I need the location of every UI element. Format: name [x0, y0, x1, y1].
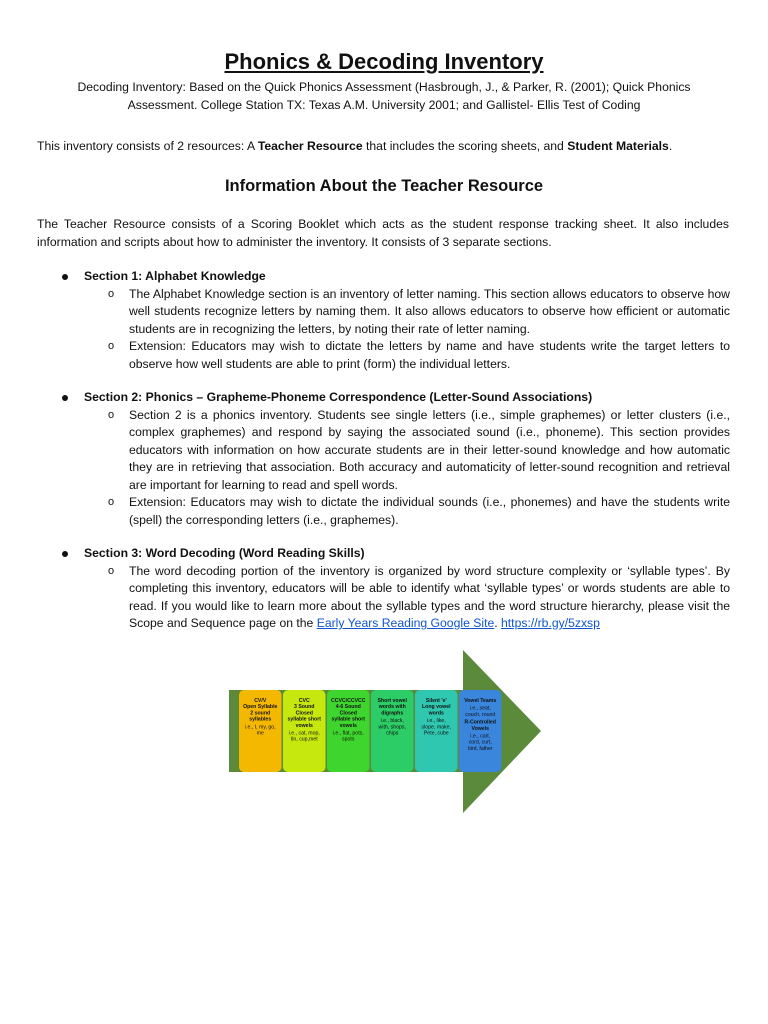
section-2	[62, 389, 730, 529]
diagram-box-6-example-2: bird, father	[467, 745, 493, 752]
intro-text: This inventory consists of 2 resources: A	[37, 139, 258, 153]
bullet-icon	[62, 274, 68, 280]
diagram-box-6-label-2: R-Controlled	[464, 719, 496, 726]
intro-period: .	[668, 139, 673, 153]
diagram-box-5-example: slope, make,	[421, 724, 451, 731]
diagram-box-3-label: syllable short	[331, 716, 365, 723]
diagram-box-2-label: syllable short	[287, 716, 321, 723]
section-1	[62, 268, 730, 373]
diagram-box-1-label: syllables	[249, 716, 272, 723]
section-2-item-2: o Extension: Educators may wish to dictate the individual sounds (i.e., phonemes) and have the students write (spell) the corresponding letters (i.e., graphemes).	[108, 495, 730, 527]
diagram-box-5-label: Long vowel	[421, 704, 451, 711]
teacher-resource-paragraph: The Teacher Resource consists of a Scoring Booklet which acts as the student response tracking sheet. It also includes information and scripts about how to administer the inventory. It consists of 3 separate sections.	[37, 217, 729, 249]
diagram-box-6-label-2: Vowels	[471, 725, 489, 732]
circle-bullet-icon: o	[108, 340, 115, 352]
bullet-icon	[62, 395, 68, 401]
diagram-box-3-label: CCVC/CCVCC	[330, 698, 366, 704]
google-site-link[interactable]: Early Years Reading Google Site	[316, 616, 495, 630]
section-1-item-1: o The Alphabet Knowledge section is an inventory of letter naming. This section allows educators to observe how well students recognize letters by naming them. It also allows educators to observe how efficient or automatic students are in recognizing the letters, by noting their rate of letter naming.	[108, 286, 730, 336]
circle-bullet-icon: o	[108, 564, 115, 577]
diagram-box-3-label: vowels	[339, 722, 357, 729]
section-3-title: Section 3: Word Decoding (Word Reading Skills)	[62, 545, 730, 563]
diagram-box-4-example: chips	[386, 730, 399, 737]
diagram-box-6-example-2: i.e., cart,	[470, 733, 491, 740]
diagram-box-6-label: Vowel Teams	[464, 698, 497, 704]
syllable-types-diagram	[229, 650, 541, 813]
intro-paragraph	[37, 138, 729, 156]
diagram-box-2-label: vowels	[295, 722, 313, 729]
section-3	[62, 545, 730, 633]
section-2-title: Section 2: Phonics – Grapheme-Phoneme Correspondence (Letter-Sound Associations)	[62, 389, 730, 407]
diagram-box-1-example: i.e., I, my, go,	[244, 724, 276, 731]
diagram-box-1-example: me	[256, 730, 264, 737]
diagram-box-2-example: i.e., cat, mop,	[288, 730, 320, 737]
diagram-box-5-label: Silent 'e'	[425, 698, 447, 704]
diagram-box-5-label: words	[428, 710, 444, 717]
circle-bullet-icon: o	[108, 287, 115, 300]
diagram-box-3-example: i.e., flat, pots,	[332, 730, 364, 737]
intro-text-2: that includes the scoring sheets, and	[362, 139, 568, 153]
section-2-item-1: o Section 2 is a phonics inventory. Students see single letters (i.e., simple graphemes) or letter clusters (i.e., complex graphemes) and respond by saying the associated sound (i.e., phoneme). This section provides educators with information on how accurate students are in their letter-sound knowledge and how automatic they are in retrieving that association. Both accuracy and automaticity of letter-sound recognition and retrieval are important for learning to read and spell words.	[108, 407, 730, 492]
diagram-box-4-label: words with	[378, 704, 406, 711]
short-url-link[interactable]: https://rb.gy/5zxsp	[501, 616, 600, 630]
diagram-box-4-example: i.e., black,	[380, 718, 404, 725]
circle-bullet-icon: o	[108, 496, 115, 508]
diagram-box-4-label: Short vowel	[377, 698, 407, 704]
section-heading: Information About the Teacher Resource	[224, 177, 544, 195]
citation-line-2: Assessment. College Station TX: Texas A.M. University 2001; and Gallistel- Ellis Test of Coding	[127, 97, 641, 112]
citation-subtitle	[60, 79, 708, 114]
student-materials-bold: Student Materials	[567, 139, 669, 153]
diagram-box-3-label: 4-6 Sound	[335, 704, 361, 711]
diagram-box-5-example: i.e., like,	[426, 718, 446, 725]
section-1-item-2: o Extension: Educators may wish to dictate the letters by name and have students write the target letters to observe how well students are able to print (form) the individual letters.	[108, 339, 730, 371]
section-3-item-1: o The word decoding portion of the inventory is organized by word structure complexity or ‘syllable types’. By completing this inventory, educators will be able to identify what ‘syllable types’ or words students are able to read. If you would like to learn more about the syllable types and the word structure hierarchy, please visit the Scope and Sequence page on the Early Years Reading Google Site. https://rb.gy/5zxsp	[108, 563, 730, 630]
diagram-box-6-example: couch, round	[465, 711, 496, 718]
teacher-resource-bold: Teacher Resource	[257, 139, 363, 153]
diagram-box-2-label: Closed	[295, 710, 313, 717]
diagram-box-1-label: CV/V	[254, 698, 267, 704]
diagram-box-1-label: Open Syllable	[243, 704, 278, 711]
diagram-box-5-example: Pete, cube	[423, 730, 449, 737]
circle-bullet-icon: o	[108, 408, 115, 421]
diagram-box-4-example: with, shops,	[378, 724, 406, 731]
bullet-icon	[62, 551, 68, 557]
diagram-box-2-label: 3 Sound	[294, 704, 315, 711]
diagram-box-6-example-2: cord, curt,	[468, 739, 492, 746]
diagram-box-2-example: tin, cup,met	[290, 736, 318, 743]
diagram-box-3-example: spots	[342, 736, 355, 743]
citation-line-1: Decoding Inventory: Based on the Quick Phonics Assessment (Hasbrough, J., & Parker, R. (2001); Quick Phonics	[77, 80, 691, 94]
diagram-box-2-label: CVC	[298, 698, 310, 704]
diagram-box-3-label: Closed	[339, 710, 357, 717]
diagram-box-1-label: 2 sound	[250, 710, 271, 717]
page-title: Phonics & Decoding Inventory	[224, 49, 544, 74]
section-1-title: Section 1: Alphabet Knowledge	[62, 268, 730, 286]
diagram-box-4-label: digraphs	[381, 710, 404, 717]
diagram-box-6-example: i.e., seat,	[469, 705, 491, 712]
